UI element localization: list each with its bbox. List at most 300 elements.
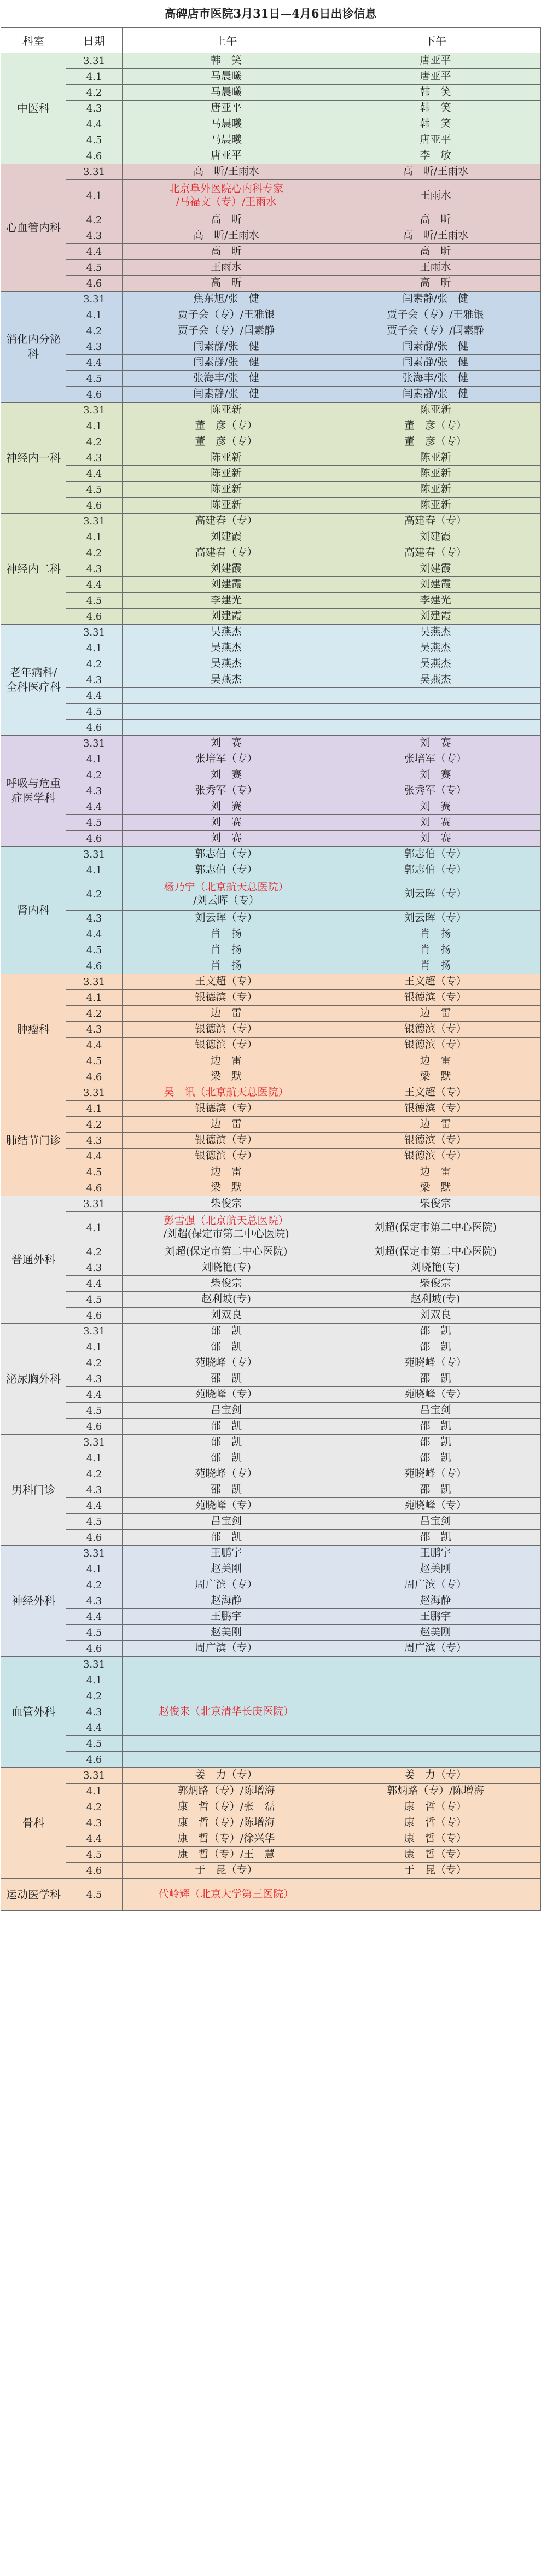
pm-doctor-cell: [330, 1593, 541, 1609]
am-doctor-line: 苑晓峰（专）: [195, 1388, 258, 1401]
pm-doctor-line: 王文超（专）: [404, 1086, 467, 1099]
pm-doctor-cell: [330, 545, 541, 561]
pm-doctor-line: 王鹏宇: [420, 1547, 451, 1559]
am-doctor-line: 闫素静/张 健: [193, 340, 259, 353]
am-doctor-cell: [123, 1799, 330, 1815]
schedule-row: [1, 720, 541, 736]
schedule-row: [1, 1482, 541, 1498]
pm-doctor-cell: [330, 339, 541, 355]
pm-doctor-line: 周广滨（专）: [404, 1578, 467, 1591]
dept-name: [1, 974, 66, 1085]
am-doctor-line: 刘超(保定市第二中心医院): [165, 1245, 288, 1258]
date-cell: 4.2: [66, 212, 123, 228]
am-doctor-cell: [123, 1450, 330, 1466]
schedule-table: [1, 27, 541, 1911]
schedule-row: [1, 53, 541, 69]
date-cell: 4.1: [66, 307, 123, 323]
pm-doctor-line: 刘超(保定市第二中心医院): [374, 1245, 497, 1258]
pm-doctor-cell: [330, 911, 541, 926]
schedule-row: [1, 704, 541, 720]
date-cell: 4.6: [66, 1530, 123, 1546]
pm-doctor-line: 刘建霞: [420, 531, 451, 543]
schedule-body: [1, 53, 541, 1911]
am-doctor-line: 刘 赛: [210, 737, 242, 749]
schedule-row: [1, 1006, 541, 1022]
pm-doctor-line: 王文超（专）: [404, 975, 467, 988]
date-cell: 4.4: [66, 799, 123, 815]
am-doctor-cell: [123, 212, 330, 228]
pm-doctor-line: 高 昕/王雨水: [402, 165, 469, 178]
schedule-row: [1, 466, 541, 482]
date-cell: 4.4: [66, 1720, 123, 1736]
am-doctor-line: 唐亚平: [210, 102, 242, 114]
schedule-row: [1, 450, 541, 466]
dept-name: [1, 1435, 66, 1546]
am-doctor-line: 吴燕杰: [210, 626, 242, 638]
pm-doctor-line: 刘 赛: [420, 737, 451, 749]
am-doctor-cell: [123, 1625, 330, 1641]
pm-doctor-cell: [330, 815, 541, 831]
pm-doctor-cell: [330, 307, 541, 323]
schedule-row: [1, 1577, 541, 1593]
am-doctor-line: 周广滨（专）: [195, 1642, 258, 1654]
pm-doctor-line: 王雨水: [420, 261, 451, 273]
am-doctor-cell: [123, 1514, 330, 1530]
date-cell: 4.3: [66, 1482, 123, 1498]
am-doctor-line: 吴燕杰: [210, 642, 242, 654]
pm-doctor-cell: [330, 1260, 541, 1276]
pm-doctor-cell: [330, 1022, 541, 1038]
pm-doctor-cell: [330, 640, 541, 656]
am-doctor-cell: [123, 148, 330, 164]
schedule-row: [1, 656, 541, 672]
schedule-row: [1, 132, 541, 148]
am-doctor-line: 陈亚新: [210, 451, 242, 464]
date-cell: 4.6: [66, 387, 123, 403]
am-doctor-line: 康 哲（专）/张 磊: [177, 1800, 275, 1813]
am-doctor-cell: [123, 911, 330, 926]
schedule-row: [1, 1641, 541, 1657]
pm-doctor-line: 韩 笑: [420, 118, 451, 130]
am-doctor-cell: [123, 625, 330, 640]
dept-name: [1, 1879, 66, 1911]
schedule-row: [1, 1355, 541, 1371]
pm-doctor-line: 肖 扬: [420, 928, 451, 940]
pm-doctor-line: 闫素静/张 健: [402, 340, 469, 353]
am-doctor-cell: [123, 1038, 330, 1053]
pm-doctor-cell: [330, 1641, 541, 1657]
schedule-row: [1, 1117, 541, 1133]
pm-doctor-line: 刘晓艳(专): [410, 1261, 461, 1274]
am-doctor-line: 高建春（专）: [195, 515, 258, 527]
schedule-row: [1, 1101, 541, 1117]
pm-doctor-line: 康 哲（专）: [404, 1800, 467, 1813]
am-doctor-line: 张秀军（专）: [195, 784, 258, 797]
schedule-row: [1, 307, 541, 323]
schedule-row: [1, 101, 541, 116]
schedule-row: [1, 116, 541, 132]
date-cell: 4.1: [66, 418, 123, 434]
dept-name: [1, 625, 66, 736]
pm-doctor-line: 柴俊宗: [420, 1277, 451, 1290]
am-doctor-cell: [123, 640, 330, 656]
date-cell: 3.31: [66, 1085, 123, 1101]
header-pm: 下午: [330, 28, 541, 53]
pm-doctor-line: 赵利坡(专): [410, 1293, 461, 1306]
am-doctor-line: 邵 凯: [210, 1372, 242, 1385]
date-cell: 4.3: [66, 1593, 123, 1609]
pm-doctor-line: 赵美刚: [420, 1563, 451, 1575]
date-cell: 4.6: [66, 1419, 123, 1435]
date-cell: 4.1: [66, 1561, 123, 1577]
date-cell: 4.2: [66, 85, 123, 101]
date-cell: 4.5: [66, 1164, 123, 1180]
pm-doctor-cell: [330, 1371, 541, 1387]
pm-doctor-cell: [330, 1672, 541, 1688]
am-doctor-cell: [123, 228, 330, 244]
am-doctor-line: 刘建霞: [210, 531, 242, 543]
date-cell: 3.31: [66, 514, 123, 529]
am-doctor-cell: [123, 672, 330, 688]
date-cell: 4.3: [66, 561, 123, 577]
am-doctor-cell: [123, 1117, 330, 1133]
am-doctor-line: 姜 力（专）: [195, 1769, 258, 1781]
am-doctor-line: 边 雷: [210, 1007, 242, 1019]
date-cell: 4.6: [66, 609, 123, 625]
am-doctor-line: 邵 凯: [210, 1341, 242, 1353]
date-cell: 3.31: [66, 1196, 123, 1212]
schedule-row: [1, 1514, 541, 1530]
pm-doctor-cell: [330, 1069, 541, 1085]
pm-doctor-cell: [330, 688, 541, 704]
pm-doctor-line: 邵 凯: [420, 1341, 451, 1353]
am-doctor-cell: [123, 720, 330, 736]
date-cell: 4.3: [66, 450, 123, 466]
am-doctor-line: 梁 默: [210, 1181, 242, 1194]
am-doctor-line: 康 哲（专）/王 慧: [177, 1848, 275, 1861]
am-doctor-line: 刘 赛: [210, 800, 242, 813]
pm-doctor-cell: [330, 1133, 541, 1149]
am-doctor-cell: [123, 116, 330, 132]
schedule-row: [1, 942, 541, 958]
date-cell: 4.3: [66, 228, 123, 244]
am-doctor-line: 高 昕: [210, 213, 242, 226]
header-am: 上午: [123, 28, 330, 53]
schedule-row: [1, 1276, 541, 1292]
pm-doctor-cell: [330, 656, 541, 672]
pm-doctor-cell: [330, 767, 541, 783]
date-cell: 3.31: [66, 164, 123, 180]
schedule-row: [1, 498, 541, 514]
date-cell: 3.31: [66, 1435, 123, 1450]
pm-doctor-cell: [330, 53, 541, 69]
am-doctor-cell: [123, 783, 330, 799]
pm-doctor-line: 边 雷: [420, 1118, 451, 1130]
pm-doctor-cell: [330, 847, 541, 862]
am-doctor-cell: [123, 466, 330, 482]
schedule-row: [1, 1149, 541, 1164]
pm-doctor-line: 高建春（专）: [404, 546, 467, 559]
pm-doctor-line: 董 彦（专）: [404, 419, 467, 432]
date-cell: 4.1: [66, 751, 123, 767]
am-doctor-cell: [123, 498, 330, 514]
am-doctor-line: 陈亚新: [210, 483, 242, 496]
pm-doctor-cell: [330, 625, 541, 640]
date-cell: 4.2: [66, 656, 123, 672]
pm-doctor-cell: [330, 292, 541, 307]
dept-label: 呼吸与危重症医学科: [6, 777, 61, 805]
dept-name: [1, 736, 66, 847]
pm-doctor-line: 康 哲（专）: [404, 1816, 467, 1829]
schedule-row: [1, 1450, 541, 1466]
am-doctor-line: 邵 凯: [210, 1531, 242, 1543]
dept-label: 男科门诊: [11, 1483, 55, 1496]
schedule-row: [1, 1879, 541, 1911]
schedule-row: [1, 355, 541, 371]
schedule-row: [1, 1164, 541, 1180]
pm-doctor-cell: [330, 1482, 541, 1498]
schedule-row: [1, 1784, 541, 1799]
date-cell: 4.5: [66, 704, 123, 720]
am-doctor-line: /马福文（专）/王雨水: [176, 196, 277, 208]
date-cell: 4.2: [66, 1688, 123, 1704]
am-doctor-cell: [123, 276, 330, 292]
pm-doctor-line: 闫素静/张 健: [402, 356, 469, 369]
date-cell: 3.31: [66, 974, 123, 990]
dept-name: [1, 514, 66, 625]
am-doctor-line: 高 昕: [210, 245, 242, 258]
date-cell: 4.2: [66, 1244, 123, 1260]
am-doctor-cell: [123, 1879, 330, 1911]
pm-doctor-line: 赵海静: [420, 1594, 451, 1607]
pm-doctor-line: 高 昕: [420, 213, 451, 226]
date-cell: 4.2: [66, 1799, 123, 1815]
am-doctor-cell: [123, 1657, 330, 1672]
pm-doctor-cell: [330, 799, 541, 815]
am-doctor-line: 郭志伯（专）: [195, 848, 258, 860]
dept-label: 泌尿胸外科: [6, 1372, 61, 1385]
pm-doctor-cell: [330, 132, 541, 148]
am-doctor-line: 高 昕/王雨水: [193, 229, 259, 242]
schedule-row: [1, 1324, 541, 1339]
am-doctor-cell: [123, 529, 330, 545]
am-doctor-line: 赵利坡(专): [201, 1293, 251, 1306]
am-doctor-cell: [123, 577, 330, 593]
schedule-row: [1, 577, 541, 593]
pm-doctor-line: 郭志伯（专）: [404, 848, 467, 860]
date-cell: 4.3: [66, 672, 123, 688]
am-doctor-line: 苑晓峰（专）: [195, 1467, 258, 1480]
schedule-row: [1, 418, 541, 434]
date-cell: 4.4: [66, 1276, 123, 1292]
am-doctor-cell: [123, 292, 330, 307]
date-cell: 4.1: [66, 69, 123, 85]
am-doctor-cell: [123, 1069, 330, 1085]
pm-doctor-line: 刘 赛: [420, 768, 451, 781]
am-doctor-cell: [123, 1435, 330, 1450]
pm-doctor-line: 边 雷: [420, 1007, 451, 1019]
pm-doctor-line: 康 哲（专）: [404, 1832, 467, 1845]
schedule-row: [1, 1530, 541, 1546]
pm-doctor-cell: [330, 116, 541, 132]
pm-doctor-cell: [330, 1879, 541, 1911]
am-doctor-line: 贾子会（专）/闫素静: [177, 324, 275, 337]
date-cell: 4.3: [66, 1022, 123, 1038]
pm-doctor-line: 邵 凯: [420, 1372, 451, 1385]
date-cell: 4.4: [66, 688, 123, 704]
pm-doctor-cell: [330, 1164, 541, 1180]
schedule-row: [1, 736, 541, 751]
am-doctor-cell: [123, 1815, 330, 1831]
am-doctor-line: 刘建霞: [210, 578, 242, 591]
date-cell: 4.5: [66, 1736, 123, 1752]
pm-doctor-cell: [330, 1419, 541, 1435]
am-doctor-line: 高 昕: [210, 277, 242, 289]
pm-doctor-line: 高 昕: [420, 245, 451, 258]
schedule-row: [1, 339, 541, 355]
am-doctor-line: 刘 赛: [210, 832, 242, 844]
pm-doctor-cell: [330, 1688, 541, 1704]
am-doctor-cell: [123, 1720, 330, 1736]
pm-doctor-cell: [330, 1180, 541, 1196]
pm-doctor-line: 唐亚平: [420, 54, 451, 67]
pm-doctor-line: 肖 扬: [420, 959, 451, 972]
pm-doctor-line: 邵 凯: [420, 1436, 451, 1448]
am-doctor-cell: [123, 1704, 330, 1720]
date-cell: 4.2: [66, 1466, 123, 1482]
schedule-row: [1, 1688, 541, 1704]
pm-doctor-cell: [330, 1799, 541, 1815]
am-doctor-cell: [123, 85, 330, 101]
pm-doctor-cell: [330, 164, 541, 180]
schedule-row: [1, 990, 541, 1006]
pm-doctor-cell: [330, 371, 541, 387]
schedule-row: [1, 831, 541, 847]
pm-doctor-cell: [330, 1244, 541, 1260]
schedule-row: [1, 1657, 541, 1672]
am-doctor-line: 唐亚平: [210, 149, 242, 162]
date-cell: 4.2: [66, 1117, 123, 1133]
date-cell: 4.4: [66, 244, 123, 260]
pm-doctor-cell: [330, 228, 541, 244]
dept-label: 普通外科: [11, 1252, 55, 1266]
schedule-row: [1, 815, 541, 831]
date-cell: 4.5: [66, 942, 123, 958]
schedule-row: [1, 1799, 541, 1815]
date-cell: 4.3: [66, 1133, 123, 1149]
pm-doctor-line: 陈亚新: [420, 451, 451, 464]
pm-doctor-line: 姜 力（专）: [404, 1769, 467, 1781]
pm-doctor-cell: [330, 1339, 541, 1355]
pm-doctor-cell: [330, 482, 541, 498]
am-doctor-cell: [123, 1768, 330, 1784]
am-doctor-line: 刘 赛: [210, 816, 242, 829]
am-doctor-cell: [123, 1022, 330, 1038]
am-doctor-cell: [123, 545, 330, 561]
date-cell: 4.1: [66, 990, 123, 1006]
schedule-row: [1, 1133, 541, 1149]
am-doctor-line: 苑晓峰（专）: [195, 1499, 258, 1512]
schedule-row: [1, 244, 541, 260]
dept-label: 神经外科: [11, 1594, 55, 1607]
dept-name: [1, 847, 66, 974]
am-doctor-line: 王鹏宇: [210, 1610, 242, 1623]
am-doctor-cell: [123, 1403, 330, 1419]
pm-doctor-cell: [330, 387, 541, 403]
am-doctor-cell: [123, 1006, 330, 1022]
pm-doctor-cell: [330, 1212, 541, 1244]
pm-doctor-cell: [330, 783, 541, 799]
am-doctor-line: 王雨水: [210, 261, 242, 273]
schedule-row: [1, 878, 541, 911]
pm-doctor-cell: [330, 720, 541, 736]
am-doctor-cell: [123, 323, 330, 339]
pm-doctor-cell: [330, 974, 541, 990]
date-cell: 4.1: [66, 862, 123, 878]
am-doctor-cell: [123, 244, 330, 260]
am-doctor-cell: [123, 688, 330, 704]
pm-doctor-cell: [330, 355, 541, 371]
schedule-row: [1, 1419, 541, 1435]
am-doctor-cell: [123, 1530, 330, 1546]
schedule-row: [1, 751, 541, 767]
am-doctor-cell: [123, 180, 330, 212]
schedule-row: [1, 1244, 541, 1260]
pm-doctor-line: 吕宝剑: [420, 1515, 451, 1528]
am-doctor-cell: [123, 1641, 330, 1657]
am-doctor-line: 吴燕杰: [210, 673, 242, 686]
am-doctor-cell: [123, 514, 330, 529]
date-cell: 4.4: [66, 1831, 123, 1847]
pm-doctor-cell: [330, 1609, 541, 1625]
am-doctor-line: 边 雷: [210, 1165, 242, 1178]
schedule-row: [1, 212, 541, 228]
date-cell: 4.6: [66, 720, 123, 736]
am-doctor-cell: [123, 450, 330, 466]
dept-label: 血管外科: [11, 1705, 55, 1718]
date-cell: 4.1: [66, 529, 123, 545]
schedule-row: [1, 1847, 541, 1863]
pm-doctor-cell: [330, 1435, 541, 1450]
am-doctor-cell: [123, 1180, 330, 1196]
pm-doctor-cell: [330, 831, 541, 847]
pm-doctor-line: 银德滨（专）: [404, 1150, 467, 1162]
pm-doctor-line: 柴俊宗: [420, 1197, 451, 1210]
am-doctor-line: 银德滨（专）: [195, 991, 258, 1004]
date-cell: 4.3: [66, 339, 123, 355]
date-cell: 4.5: [66, 1847, 123, 1863]
schedule-row: [1, 1038, 541, 1053]
date-cell: 3.31: [66, 736, 123, 751]
date-cell: 4.6: [66, 1752, 123, 1768]
pm-doctor-cell: [330, 1053, 541, 1069]
am-doctor-cell: [123, 1101, 330, 1117]
am-doctor-line: 张海丰/张 健: [193, 372, 259, 384]
am-doctor-cell: [123, 799, 330, 815]
date-cell: 3.31: [66, 847, 123, 862]
am-doctor-line: 吴燕杰: [210, 657, 242, 670]
am-doctor-line: 肖 扬: [210, 959, 242, 972]
pm-doctor-cell: [330, 180, 541, 212]
am-doctor-line: 银德滨（专）: [195, 1039, 258, 1051]
pm-doctor-cell: [330, 1815, 541, 1831]
am-doctor-line: 赵美刚: [210, 1626, 242, 1639]
am-doctor-line: 柴俊宗: [210, 1197, 242, 1210]
pm-doctor-cell: [330, 1736, 541, 1752]
date-cell: 4.3: [66, 1704, 123, 1720]
date-cell: 4.4: [66, 1498, 123, 1514]
am-doctor-line: 邵 凯: [210, 1436, 242, 1448]
